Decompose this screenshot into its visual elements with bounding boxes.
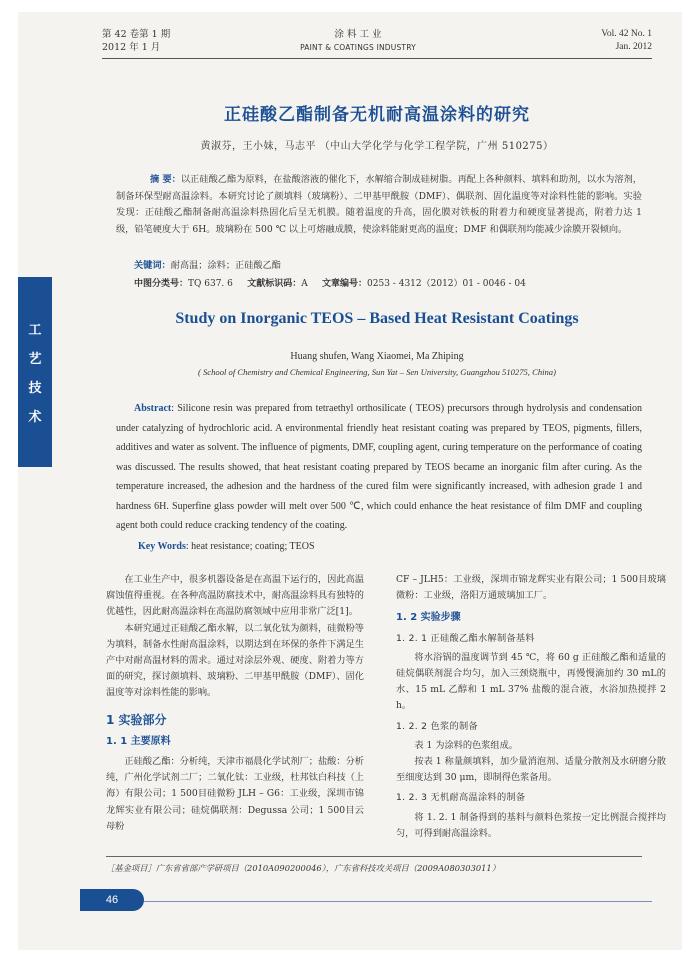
doc-code-label: 文献标识码： <box>247 279 302 289</box>
journal-name-cn: 涂 料 工 业 <box>334 29 382 40</box>
body-paragraph: 正硅酸乙酯：分析纯，天津市福晨化学试剂厂；盐酸：分析纯，广州化学试剂二厂；二氧化钛：工业级，杜邦钛白科技（上海）有限公司；1 500目硅微粉 JLH – G6：工业级，深圳市锦龙辉实业有限公司；硅烷偶联剂：Degussa 公司；1 500目云母粉 <box>106 756 364 832</box>
classification-line <box>134 276 526 289</box>
abstract-cn <box>116 172 642 238</box>
journal-page <box>18 12 682 950</box>
page-number: 46 <box>80 889 144 911</box>
footer-rule <box>144 901 652 902</box>
subsubsection-heading: 1. 2. 2 色浆的制备 <box>396 720 478 732</box>
authors-cn: 黄淑芬，王小妹，马志平 （中山大学化学与化学工程学院，广州 510275） <box>200 141 554 152</box>
body-paragraph: 在工业生产中，很多机器设备是在高温下运行的，因此高温腐蚀值得重视。在各种高温防腐技术中，耐高温涂料具有独特的优越性，因此耐高温涂料在高温防腐领域中应用非常广泛[1]。 <box>106 574 364 618</box>
abstract-en-text: : Silicone resin was prepared from tetraethyl orthosilicate ( TEOS) precursors through hydrolysis and condensation under catalyzing of hydrochloric acid. A environmental friendly heat resistant coating was prepared by TEOS, pigments, fillers, additives and water as solvent. The influence of pigments, DMF, coupling agent, curing temperature on the performance of coating was discussed. The results showed, that heat resistant coating prepared by TEOS became an inorganic film after curing. As the temperature increased, the adhesion and the hardness of the cured film were significantly increased, with adhesion grade 1 and hardness 6H. Superfine glass powder will melt over 500 ℃, which could enhance the heat resistance of film DMF and coupling agent both could reduce cracking tendency of the coating. <box>116 403 642 531</box>
header-volume-cn <box>102 28 170 54</box>
footnote: ［基金项目］广东省省部产学研项目（2010A090200046），广东省科技攻关项目（2009A080303011） <box>106 863 500 873</box>
abstract-cn-text: 以正硅酸乙酯为原料，在盐酸溶液的催化下，水解缩合制成硅树脂。再配上各种颜料、填料和助剂，以水为溶剂，制备环保型耐高温涂料。本研究讨论了颜填料（玻璃粉）、二甲基甲酰胺（DMF）、偶联剂、固化温度等对涂料性能的影响。实验发现：正硅酸乙酯制备耐高温涂料热固化后呈无机膜。随着温度的升高，固化膜对铁板的附着力和硬度显著提高，附着力达 1 级，铅笔硬度大于 6H。玻璃粉在 500 ℃ 以上可熔融成膜，使涂料能耐更高的温度；DMF 和偶联剂均能减少涂膜开裂倾向。 <box>116 174 642 235</box>
header-vol-en: Vol. 42 No. 1 <box>601 29 652 39</box>
side-tab-char: 技 <box>28 381 42 396</box>
keywords-cn-label: 关键词： <box>134 260 171 271</box>
body-paragraph: 按表 1 称量颜填料，加少量消泡剂、适量分散剂及水研磨分散至细度达到 30 μm，即制得色浆备用。 <box>396 756 666 784</box>
subsection-heading: 1. 1 主要原料 <box>106 735 171 747</box>
cls-label: 中图分类号： <box>134 279 189 289</box>
journal-name-en: PAINT & COATINGS INDUSTRY <box>300 43 416 52</box>
article-no-label: 文章编号： <box>322 279 368 289</box>
doc-code-value: A <box>301 279 308 289</box>
subsubsection-heading: 1. 2. 1 正硅酸乙酯水解制备基料 <box>396 632 535 644</box>
authors-en: Huang shufen, Wang Xiaomei, Ma Zhiping <box>290 351 464 362</box>
abstract-cn-label: 摘 要： <box>150 174 181 185</box>
header-journal <box>258 28 458 54</box>
side-tab-char: 艺 <box>28 352 42 367</box>
cls-value: TQ 637. 6 <box>188 279 233 289</box>
article-title-cn: 正硅酸乙酯制备无机耐高温涂料的研究 <box>224 105 530 125</box>
header-volume-en <box>601 28 652 54</box>
body-paragraph: 本研究通过正硅酸乙酯水解，以二氧化钛为颜料，硅微粉等为填料，制备水性耐高温涂料，以期达到在环保的条件下满足生产中对耐高温材料的需求。通过对涂层外观、硬度、附着力等方面的研究，探讨颜填料、玻璃粉、二甲基甲酰胺（DMF）、固化温度等对涂料性能的影响。 <box>106 622 364 699</box>
body-column-left <box>106 572 364 835</box>
body-paragraph: 将水浴锅的温度调节到 45 ℃，将 60 g 正硅酸乙酯和适量的硅烷偶联剂混合均匀，加入三颈烧瓶中，再慢慢滴加约 30 mL的水、15 mL 乙醇和 1 mL 37% 盐酸的混合液，水浴加热搅拌 2 h。 <box>396 651 666 712</box>
abstract-en <box>116 399 642 536</box>
body-paragraph: CF – JLH5：工业级，深圳市锦龙辉实业有限公司；1 500目玻璃微粉：工业级，洛阳万通玻璃加工厂。 <box>396 574 666 602</box>
side-tab-char: 术 <box>28 410 42 425</box>
affiliation-en: ( School of Chemistry and Chemical Engineering, Sun Yat – Sen University, Guangzhou 510275, China) <box>198 367 556 377</box>
body-paragraph: 将 1. 2. 1 制备得到的基料与颜料色浆按一定比例混合搅拌均匀，可得到耐高温涂料。 <box>396 811 666 839</box>
footnote-rule <box>106 856 642 857</box>
keywords-en-value: : heat resistance; coating; TEOS <box>185 541 315 552</box>
section-side-tab <box>18 277 52 467</box>
side-tab-char: 工 <box>28 323 42 338</box>
article-no-value: 0253 - 4312（2012）01 - 0046 - 04 <box>367 279 526 289</box>
header-vol-cn: 第 42 卷第 1 期 <box>102 29 171 40</box>
keywords-cn <box>134 259 642 273</box>
subsubsection-heading: 1. 2. 3 无机耐高温涂料的制备 <box>396 792 526 804</box>
section-heading: 1 实验部分 <box>106 712 167 727</box>
header-rule <box>102 58 652 59</box>
keywords-en-label: Key Words <box>138 541 186 552</box>
keywords-en <box>138 541 315 552</box>
subsection-heading: 1. 2 实验步骤 <box>396 612 461 624</box>
article-title-en: Study on Inorganic TEOS – Based Heat Resistant Coatings <box>175 310 579 327</box>
abstract-en-label: Abstract <box>134 403 172 414</box>
body-column-right <box>396 572 666 842</box>
body-paragraph: 表 1 为涂料的色浆组成。 <box>414 739 518 751</box>
keywords-cn-value: 耐高温；涂料；正硅酸乙酯 <box>170 260 281 271</box>
header-date-en: Jan. 2012 <box>615 42 652 52</box>
header-date-cn: 2012 年 1 月 <box>102 42 161 53</box>
